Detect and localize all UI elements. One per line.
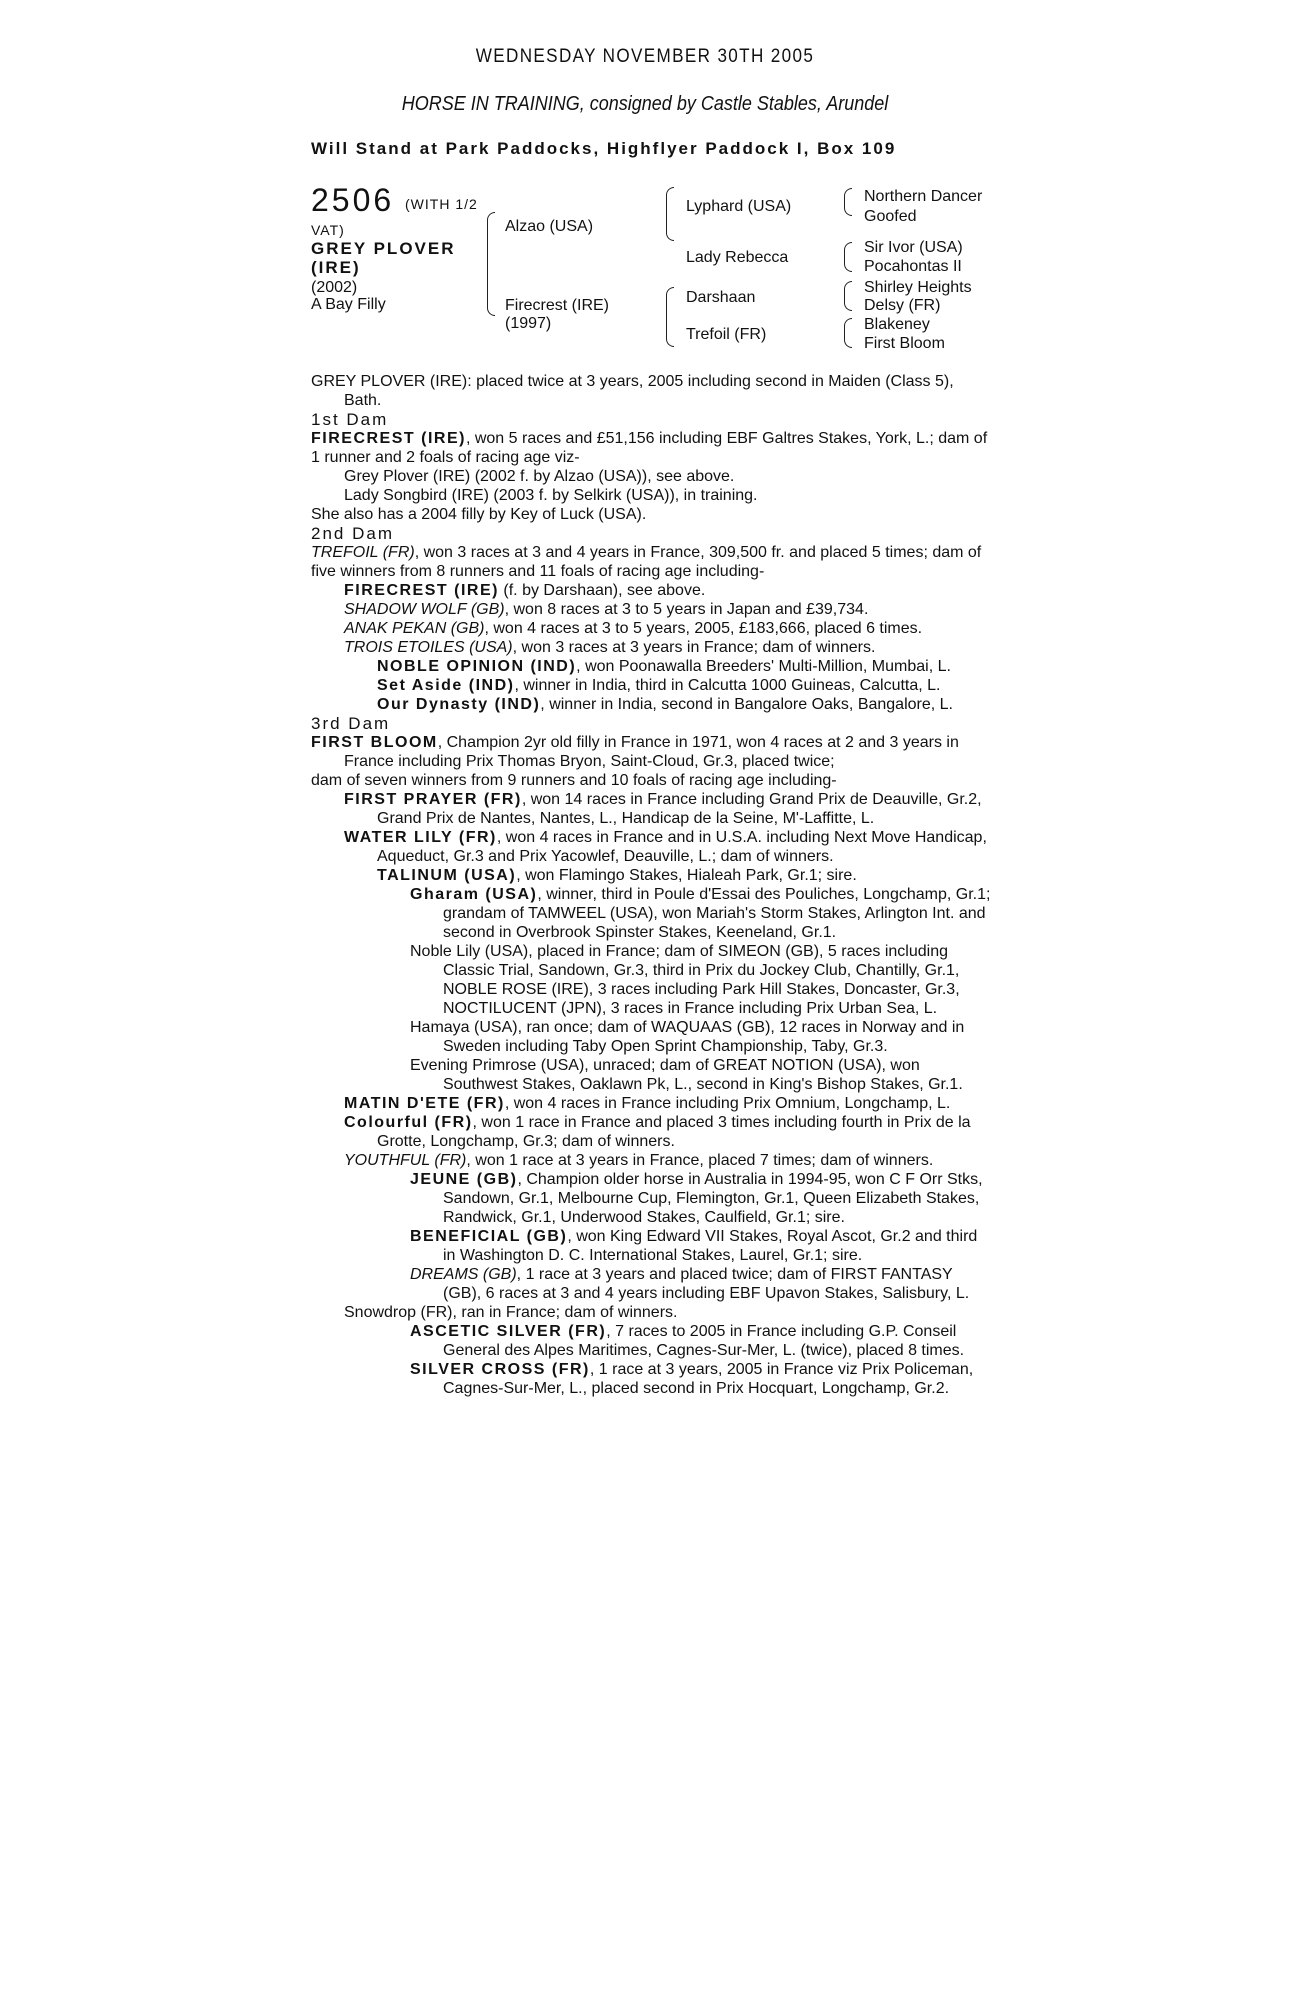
stand-location: Will Stand at Park Paddocks, Highflyer Paddock I, Box 109 [311, 139, 897, 158]
first-dam-foal: Lady Songbird (IRE) (2003 f. by Selkirk (USA)), in training. [344, 487, 758, 504]
grand-progeny-entry: TALINUM (USA), won Flamingo Stakes, Hialeah Park, Gr.1; sire. [377, 867, 857, 884]
first-dam-heading: 1st Dam [311, 410, 389, 429]
second-dam-heading: 2nd Dam [311, 524, 394, 543]
pedigree-dam-dam: Trefoil (FR) [686, 326, 767, 343]
grand-progeny-entry: Our Dynasty (IND), winner in India, second in Bangalore Oaks, Bangalore, L. [377, 696, 953, 713]
horse-year: (2002) [311, 279, 358, 296]
progeny-entry: WATER LILY (FR), won 4 races in France and in U.S.A. including Next Move Handicap, Aqueduct, Gr.3 and Prix Yacowlef, Deauville, L.; dam of winners. [344, 829, 987, 865]
pedigree-ddd: First Bloom [864, 335, 945, 352]
progeny-entry: MATIN D'ETE (FR), won 4 races in France including Prix Omnium, Longchamp, L. [344, 1095, 951, 1112]
grand-progeny-entry: NOBLE OPINION (IND), won Poonawalla Breeders' Multi-Million, Mumbai, L. [377, 658, 951, 675]
first-dam-foal: Grey Plover (IRE) (2002 f. by Alzao (USA)), see above. [344, 468, 735, 485]
pedigree-dam: Firecrest (IRE) (1997) [505, 297, 609, 332]
pedigree-sire-sire: Lyphard (USA) [686, 198, 792, 215]
pedigree-dds: Blakeney [864, 316, 930, 333]
first-dam-note: She also has a 2004 filly by Key of Luck (USA). [311, 506, 647, 523]
pedigree-sds: Sir Ivor (USA) [864, 239, 963, 256]
grand-progeny-entry: DREAMS (GB), 1 race at 3 years and placed twice; dam of FIRST FANTASY (GB), 6 races at 3 and 4 years including EBF Upavon Stakes, Salisbury, L. [410, 1266, 970, 1302]
pedigree-sdd: Pocahontas II [864, 258, 962, 275]
third-dam-record: FIRST BLOOM, Champion 2yr old filly in France in 1971, won 4 races at 2 and 3 years in France including Prix Thomas Bryon, Saint-Cloud, Gr.3, placed twice; [311, 734, 959, 770]
vat-note-cont: VAT) [311, 222, 345, 238]
horse-description: A Bay Filly [311, 296, 386, 313]
progeny-entry: TROIS ETOILES (USA), won 3 races at 3 years in France; dam of winners. [344, 639, 876, 656]
progeny-entry: FIRST PRAYER (FR), won 14 races in France including Grand Prix de Deauville, Gr.2, Grand Prix de Nantes, Nantes, L., Handicap de la Seine, M'-Laffitte, L. [344, 791, 982, 827]
progeny-entry: SHADOW WOLF (GB), won 8 races at 3 to 5 years in Japan and £39,734. [344, 601, 869, 618]
pedigree-sire: Alzao (USA) [505, 218, 594, 235]
first-dam-record: FIRECREST (IRE), won 5 races and £51,156 including EBF Galtres Stakes, York, L.; dam of 1 runner and 2 foals of racing age viz- [311, 430, 988, 466]
lot-number: 2506 [311, 182, 395, 218]
grand-progeny-entry: ASCETIC SILVER (FR), 7 races to 2005 in France including G.P. Conseil General des Alpes Maritimes, Cagnes-Sur-Mer, L. (twice), placed 8 times. [410, 1323, 965, 1359]
grand-progeny-entry: Set Aside (IND), winner in India, third in Calcutta 1000 Guineas, Calcutta, L. [377, 677, 941, 694]
grand-progeny-entry: Noble Lily (USA), placed in France; dam of SIMEON (GB), 5 races including Classic Trial, Sandown, Gr.3, third in Prix du Jockey Club, Chantilly, Gr.1, NOBLE ROSE (IRE), 3 races including Park Hill Stakes, Doncaster, Gr.3, NOCTILUCENT (JPN), 3 races in France including Prix Urban Sea, L. [410, 943, 960, 1017]
pedigree-brace-dd [844, 318, 852, 348]
horse-name: GREY PLOVER (IRE) [311, 239, 456, 277]
pedigree-brace-ds [844, 281, 852, 311]
grand-progeny-entry: JEUNE (GB), Champion older horse in Australia in 1994-95, won C F Orr Stks, Sandown, Gr.1, Melbourne Cup, Flemington, Gr.1, Queen Elizabeth Stakes, Randwick, Gr.1, Underwood Stakes, Caulfield, Gr.1; sire. [410, 1171, 983, 1226]
pedigree-ssd: Goofed [864, 208, 917, 225]
pedigree-sss: Northern Dancer [864, 188, 983, 205]
pedigree-sire-dam: Lady Rebecca [686, 249, 789, 266]
vat-note: (WITH 1/2 [405, 196, 478, 212]
pedigree-brace-dam [666, 287, 674, 347]
pedigree-dss: Shirley Heights [864, 279, 972, 296]
third-dam-heading: 3rd Dam [311, 714, 391, 733]
progeny-entry: ANAK PEKAN (GB), won 4 races at 3 to 5 years, 2005, £183,666, placed 6 times. [344, 620, 923, 637]
progeny-entry: Snowdrop (FR), ran in France; dam of winners. [344, 1304, 678, 1321]
progeny-entry: FIRECREST (IRE) (f. by Darshaan), see above. [344, 582, 706, 599]
pedigree-brace-sire [666, 187, 674, 241]
grand-progeny-entry: Hamaya (USA), ran once; dam of WAQUAAS (GB), 12 races in Norway and in Sweden including Taby Open Sprint Championship, Taby, Gr.3. [410, 1019, 965, 1055]
pedigree-brace-ss [844, 188, 852, 216]
grand-progeny-entry: Gharam (USA), winner, third in Poule d'Essai des Pouliches, Longchamp, Gr.1; grandam of TAMWEEL (USA), won Mariah's Storm Stakes, Arlington Int. and second in Overbrook Spinster Stakes, Keeneland, Gr.1. [410, 886, 991, 941]
grand-progeny-entry: BENEFICIAL (GB), won King Edward VII Stakes, Royal Ascot, Gr.2 and third in Washington D. C. International Stakes, Laurel, Gr.1; sire. [410, 1228, 978, 1264]
pedigree-dam-sire: Darshaan [686, 289, 756, 306]
progeny-entry: YOUTHFUL (FR), won 1 race at 3 years in France, placed 7 times; dam of winners. [344, 1152, 934, 1169]
grand-progeny-entry: Evening Primrose (USA), unraced; dam of GREAT NOTION (USA), won Southwest Stakes, Oaklawn Pk, L., second in King's Bishop Stakes, Gr.1. [410, 1057, 963, 1093]
pedigree-brace-main [487, 212, 495, 316]
grand-progeny-entry: SILVER CROSS (FR), 1 race at 3 years, 2005 in France viz Prix Policeman, Cagnes-Sur-Mer, L., placed second in Prix Hocquart, Longchamp, Gr.2. [410, 1361, 974, 1397]
sale-date: WEDNESDAY NOVEMBER 30TH 2005 [475, 46, 815, 67]
catalogue-body [311, 372, 991, 1398]
third-dam-produce: dam of seven winners from 9 runners and 10 foals of racing age including- [311, 772, 837, 789]
race-summary: GREY PLOVER (IRE): placed twice at 3 years, 2005 including second in Maiden (Class 5), Bath. [311, 373, 954, 409]
progeny-entry: Colourful (FR), won 1 race in France and placed 3 times including fourth in Prix de la Grotte, Longchamp, Gr.3; dam of winners. [344, 1114, 971, 1150]
consignment-line: HORSE IN TRAINING, consigned by Castle Stables, Arundel [401, 93, 889, 115]
pedigree-brace-sd [844, 242, 852, 272]
pedigree-dsd: Delsy (FR) [864, 297, 941, 314]
second-dam-record: TREFOIL (FR), won 3 races at 3 and 4 years in France, 309,500 fr. and placed 5 times; dam of five winners from 8 runners and 11 foals of racing age including- [311, 544, 982, 580]
